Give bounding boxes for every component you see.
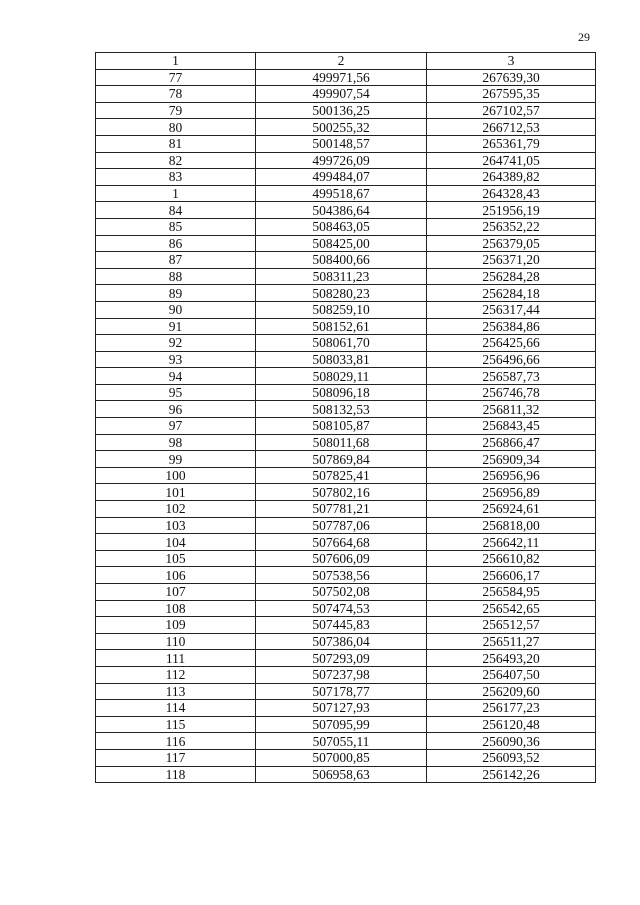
y-coordinate-cell: 256317,44 — [427, 301, 596, 318]
y-coordinate-cell: 267595,35 — [427, 86, 596, 103]
y-coordinate-cell: 265361,79 — [427, 135, 596, 152]
y-coordinate-cell: 256425,66 — [427, 335, 596, 352]
point-number-cell: 93 — [96, 351, 256, 368]
y-coordinate-cell: 256142,26 — [427, 766, 596, 783]
point-number-cell: 77 — [96, 69, 256, 86]
y-coordinate-cell: 256584,95 — [427, 584, 596, 601]
point-number-cell: 110 — [96, 633, 256, 650]
header-row — [96, 53, 596, 70]
point-number-cell: 92 — [96, 335, 256, 352]
x-coordinate-cell: 508061,70 — [256, 335, 427, 352]
point-number-cell: 80 — [96, 119, 256, 136]
point-number-cell: 91 — [96, 318, 256, 335]
table-row — [96, 202, 596, 219]
x-coordinate-cell: 507445,83 — [256, 617, 427, 634]
table-row — [96, 152, 596, 169]
y-coordinate-cell: 256956,96 — [427, 467, 596, 484]
y-coordinate-cell: 256866,47 — [427, 434, 596, 451]
x-coordinate-cell: 500255,32 — [256, 119, 427, 136]
y-coordinate-cell: 256909,34 — [427, 451, 596, 468]
x-coordinate-cell: 506958,63 — [256, 766, 427, 783]
y-coordinate-cell: 256120,48 — [427, 716, 596, 733]
x-coordinate-cell: 508152,61 — [256, 318, 427, 335]
table-row — [96, 418, 596, 435]
point-number-cell: 108 — [96, 600, 256, 617]
x-coordinate-cell: 508425,00 — [256, 235, 427, 252]
table-row — [96, 584, 596, 601]
x-coordinate-cell: 507664,68 — [256, 534, 427, 551]
point-number-cell: 88 — [96, 268, 256, 285]
table-row — [96, 102, 596, 119]
y-coordinate-cell: 267102,57 — [427, 102, 596, 119]
point-number-cell: 82 — [96, 152, 256, 169]
y-coordinate-cell: 256177,23 — [427, 700, 596, 717]
point-number-cell: 79 — [96, 102, 256, 119]
point-number-cell: 87 — [96, 252, 256, 269]
x-coordinate-cell: 507237,98 — [256, 666, 427, 683]
x-coordinate-cell: 507474,53 — [256, 600, 427, 617]
point-number-cell: 85 — [96, 218, 256, 235]
point-number-cell: 84 — [96, 202, 256, 219]
y-coordinate-cell: 256512,57 — [427, 617, 596, 634]
y-coordinate-cell: 256587,73 — [427, 368, 596, 385]
x-coordinate-cell: 508029,11 — [256, 368, 427, 385]
y-coordinate-cell: 256493,20 — [427, 650, 596, 667]
table-row — [96, 384, 596, 401]
y-coordinate-cell: 264389,82 — [427, 169, 596, 186]
x-coordinate-cell: 508280,23 — [256, 285, 427, 302]
table-row — [96, 467, 596, 484]
y-coordinate-cell: 256379,05 — [427, 235, 596, 252]
table-row — [96, 401, 596, 418]
column-header-x: 2 — [256, 53, 427, 70]
column-header-y: 3 — [427, 53, 596, 70]
table-row — [96, 86, 596, 103]
table-row — [96, 666, 596, 683]
x-coordinate-cell: 499907,54 — [256, 86, 427, 103]
table-row — [96, 318, 596, 335]
point-number-cell: 96 — [96, 401, 256, 418]
table-row — [96, 252, 596, 269]
x-coordinate-cell: 507502,08 — [256, 584, 427, 601]
table-row — [96, 69, 596, 86]
y-coordinate-cell: 256090,36 — [427, 733, 596, 750]
y-coordinate-cell: 256407,50 — [427, 666, 596, 683]
table-row — [96, 617, 596, 634]
y-coordinate-cell: 251956,19 — [427, 202, 596, 219]
table-row — [96, 484, 596, 501]
y-coordinate-cell: 256371,20 — [427, 252, 596, 269]
table-header — [96, 53, 596, 70]
y-coordinate-cell: 256818,00 — [427, 517, 596, 534]
table-row — [96, 766, 596, 783]
x-coordinate-cell: 508132,53 — [256, 401, 427, 418]
point-number-cell: 97 — [96, 418, 256, 435]
y-coordinate-cell: 256209,60 — [427, 683, 596, 700]
point-number-cell: 89 — [96, 285, 256, 302]
page-number: 29 — [578, 30, 590, 44]
x-coordinate-cell: 507055,11 — [256, 733, 427, 750]
point-number-cell: 104 — [96, 534, 256, 551]
point-number-cell: 86 — [96, 235, 256, 252]
table-row — [96, 517, 596, 534]
x-coordinate-cell: 499518,67 — [256, 185, 427, 202]
y-coordinate-cell: 256093,52 — [427, 749, 596, 766]
point-number-cell: 113 — [96, 683, 256, 700]
point-number-cell: 117 — [96, 749, 256, 766]
table-row — [96, 600, 596, 617]
point-number-cell: 112 — [96, 666, 256, 683]
x-coordinate-cell: 507386,04 — [256, 633, 427, 650]
table-row — [96, 749, 596, 766]
y-coordinate-cell: 256956,89 — [427, 484, 596, 501]
y-coordinate-cell: 256352,22 — [427, 218, 596, 235]
point-number-cell: 101 — [96, 484, 256, 501]
y-coordinate-cell: 256746,78 — [427, 384, 596, 401]
table-row — [96, 451, 596, 468]
y-coordinate-cell: 256496,66 — [427, 351, 596, 368]
x-coordinate-cell: 507606,09 — [256, 550, 427, 567]
point-number-cell: 116 — [96, 733, 256, 750]
y-coordinate-cell: 256511,27 — [427, 633, 596, 650]
y-coordinate-cell: 256284,28 — [427, 268, 596, 285]
y-coordinate-cell: 266712,53 — [427, 119, 596, 136]
x-coordinate-cell: 508011,68 — [256, 434, 427, 451]
table-row — [96, 218, 596, 235]
x-coordinate-cell: 507781,21 — [256, 501, 427, 518]
table-row — [96, 434, 596, 451]
table-body — [96, 69, 596, 783]
x-coordinate-cell: 508105,87 — [256, 418, 427, 435]
x-coordinate-cell: 507127,93 — [256, 700, 427, 717]
x-coordinate-cell: 504386,64 — [256, 202, 427, 219]
table-row — [96, 716, 596, 733]
table-row — [96, 185, 596, 202]
y-coordinate-cell: 256811,32 — [427, 401, 596, 418]
point-number-cell: 107 — [96, 584, 256, 601]
point-number-cell: 78 — [96, 86, 256, 103]
x-coordinate-cell: 507869,84 — [256, 451, 427, 468]
table-row — [96, 550, 596, 567]
table-row — [96, 235, 596, 252]
point-number-cell: 94 — [96, 368, 256, 385]
table-row — [96, 700, 596, 717]
column-header-point: 1 — [96, 53, 256, 70]
y-coordinate-cell: 267639,30 — [427, 69, 596, 86]
y-coordinate-cell: 256384,86 — [427, 318, 596, 335]
table-row — [96, 534, 596, 551]
y-coordinate-cell: 256610,82 — [427, 550, 596, 567]
point-number-cell: 100 — [96, 467, 256, 484]
point-number-cell: 106 — [96, 567, 256, 584]
point-number-cell: 95 — [96, 384, 256, 401]
y-coordinate-cell: 264328,43 — [427, 185, 596, 202]
y-coordinate-cell: 256606,17 — [427, 567, 596, 584]
x-coordinate-cell: 500148,57 — [256, 135, 427, 152]
table-row — [96, 285, 596, 302]
point-number-cell: 115 — [96, 716, 256, 733]
point-number-cell: 111 — [96, 650, 256, 667]
table-row — [96, 650, 596, 667]
table-row — [96, 501, 596, 518]
x-coordinate-cell: 507095,99 — [256, 716, 427, 733]
x-coordinate-cell: 508033,81 — [256, 351, 427, 368]
x-coordinate-cell: 508259,10 — [256, 301, 427, 318]
point-number-cell: 99 — [96, 451, 256, 468]
point-number-cell: 109 — [96, 617, 256, 634]
x-coordinate-cell: 507802,16 — [256, 484, 427, 501]
x-coordinate-cell: 508463,05 — [256, 218, 427, 235]
x-coordinate-cell: 508096,18 — [256, 384, 427, 401]
table-row — [96, 119, 596, 136]
table-row — [96, 268, 596, 285]
point-number-cell: 103 — [96, 517, 256, 534]
point-number-cell: 98 — [96, 434, 256, 451]
x-coordinate-cell: 507293,09 — [256, 650, 427, 667]
y-coordinate-cell: 264741,05 — [427, 152, 596, 169]
point-number-cell: 83 — [96, 169, 256, 186]
y-coordinate-cell: 256642,11 — [427, 534, 596, 551]
x-coordinate-cell: 507787,06 — [256, 517, 427, 534]
table-row — [96, 567, 596, 584]
x-coordinate-cell: 507825,41 — [256, 467, 427, 484]
point-number-cell: 90 — [96, 301, 256, 318]
table-row — [96, 169, 596, 186]
x-coordinate-cell: 500136,25 — [256, 102, 427, 119]
x-coordinate-cell: 499484,07 — [256, 169, 427, 186]
table-row — [96, 368, 596, 385]
table-row — [96, 335, 596, 352]
table-row — [96, 135, 596, 152]
table-row — [96, 683, 596, 700]
y-coordinate-cell: 256843,45 — [427, 418, 596, 435]
point-number-cell: 114 — [96, 700, 256, 717]
y-coordinate-cell: 256284,18 — [427, 285, 596, 302]
coordinates-table — [95, 52, 596, 783]
x-coordinate-cell: 499726,09 — [256, 152, 427, 169]
table-row — [96, 633, 596, 650]
x-coordinate-cell: 507178,77 — [256, 683, 427, 700]
x-coordinate-cell: 508400,66 — [256, 252, 427, 269]
y-coordinate-cell: 256924,61 — [427, 501, 596, 518]
point-number-cell: 1 — [96, 185, 256, 202]
point-number-cell: 81 — [96, 135, 256, 152]
table-row — [96, 301, 596, 318]
table-row — [96, 351, 596, 368]
x-coordinate-cell: 507000,85 — [256, 749, 427, 766]
point-number-cell: 105 — [96, 550, 256, 567]
table-row — [96, 733, 596, 750]
x-coordinate-cell: 499971,56 — [256, 69, 427, 86]
point-number-cell: 118 — [96, 766, 256, 783]
y-coordinate-cell: 256542,65 — [427, 600, 596, 617]
point-number-cell: 102 — [96, 501, 256, 518]
x-coordinate-cell: 507538,56 — [256, 567, 427, 584]
x-coordinate-cell: 508311,23 — [256, 268, 427, 285]
